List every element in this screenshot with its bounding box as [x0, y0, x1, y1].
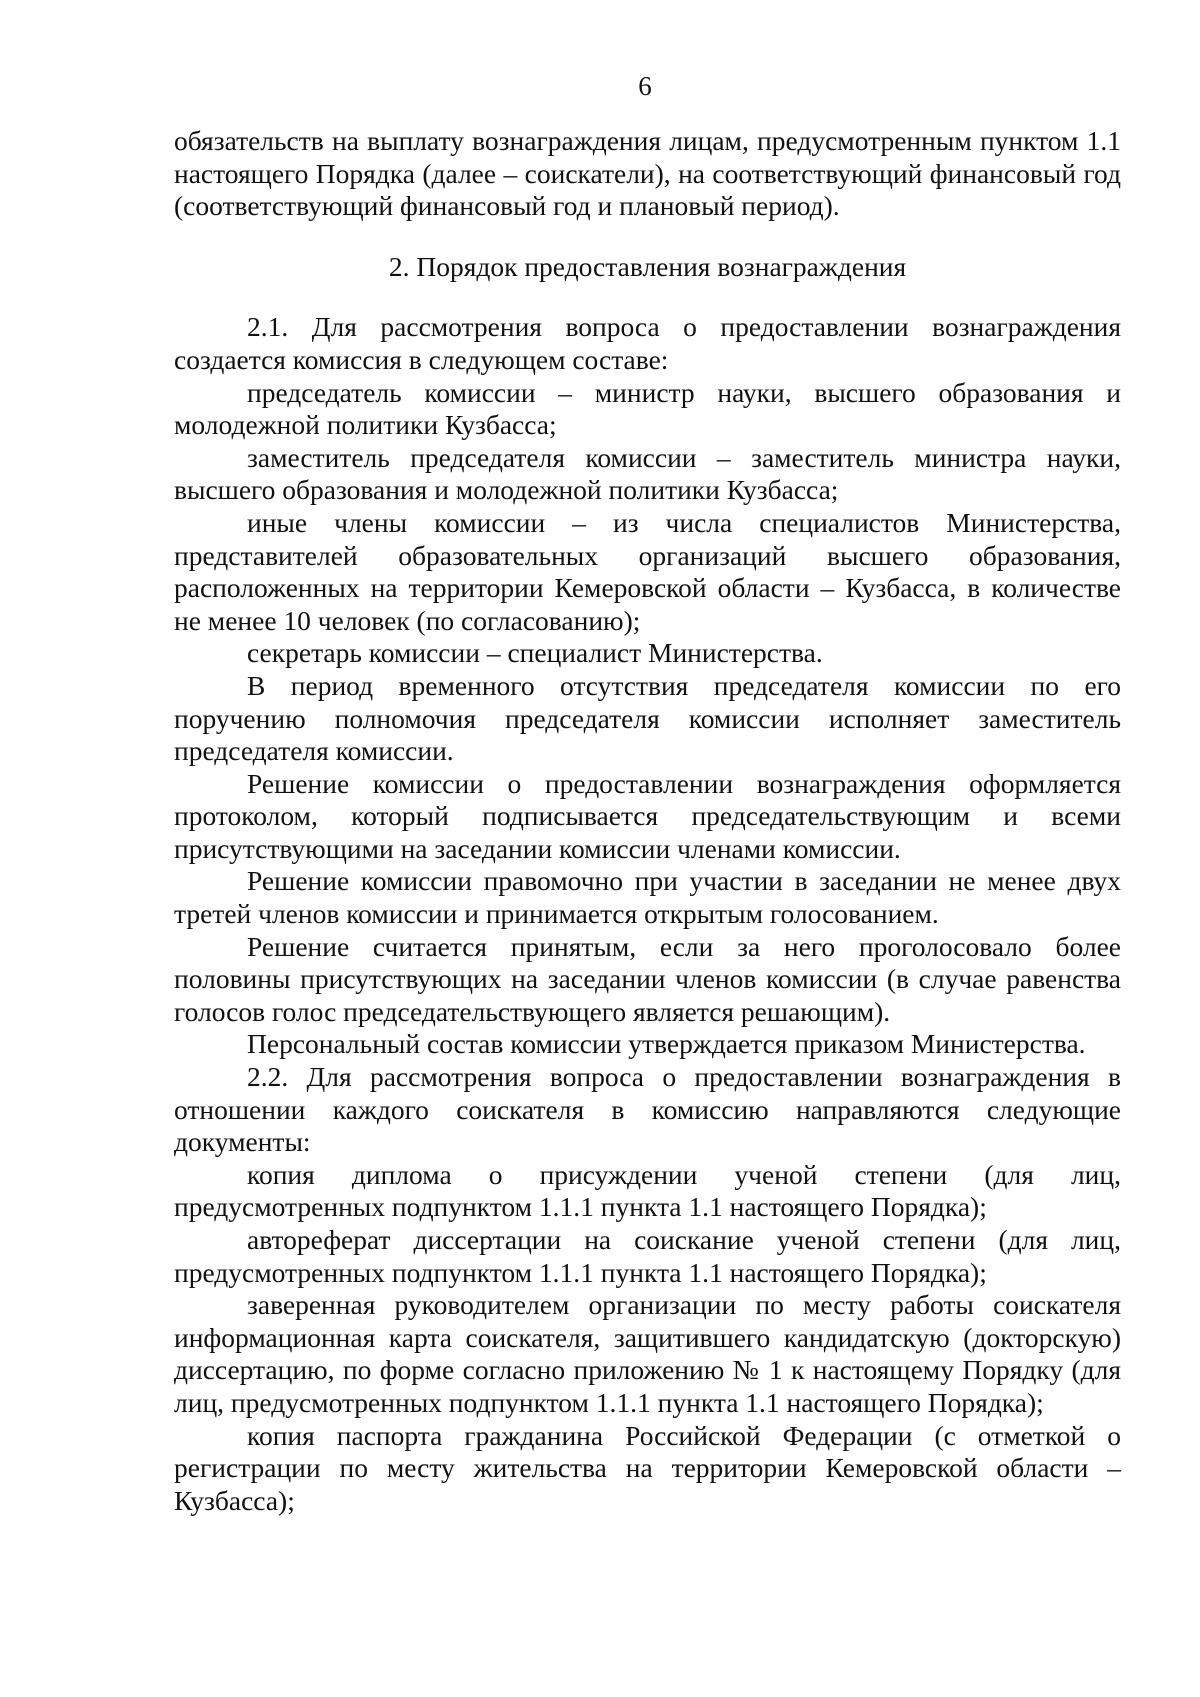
paragraph-personal-composition: Персональный состав комиссии утверждается приказом Министерства.	[247, 1028, 1086, 1060]
paragraph-decision-adopted: Решение считается принятым, если за него проголосовало более половины присутствующих на заседании членов комиссии (в случае равенства голосов голос председательствующего является решающим).	[174, 930, 1121, 1027]
paragraph-quorum: Решение комиссии правомочно при участии в заседании не менее двух третей членов комиссии и принимается открытым голосованием.	[174, 865, 1121, 930]
paragraph-other-members: иные члены комиссии – из числа специалистов Министерства, представителей образовательных организаций высшего образования, расположенных на территории Кемеровской области – Кузбасса, в количестве не менее 10 человек (по согласованию);	[174, 506, 1121, 636]
paragraph-decision-protocol: Решение комиссии о предоставлении вознаграждения оформляется протоколом, который подписывается председательствующим и всеми присутствующими на заседании комиссии членами комиссии.	[174, 767, 1121, 864]
paragraph-chairman: председатель комиссии – министр науки, высшего образования и молодежной политики Кузбасса;	[174, 376, 1121, 441]
section-heading: 2. Порядок предоставления вознаграждения	[388, 250, 907, 282]
paragraph-2-2: 2.2. Для рассмотрения вопроса о предоставлении вознаграждения в отношении каждого соискателя в комиссию направляются следующие документы:	[174, 1061, 1121, 1158]
document-body	[174, 125, 1121, 1517]
page-number: 6	[638, 71, 652, 101]
paragraph-2-1: 2.1. Для рассмотрения вопроса о предоставлении вознаграждения создается комиссия в следующем составе:	[174, 311, 1121, 375]
paragraph-diploma-copy: копия диплома о присуждении ученой степени (для лиц, предусмотренных подпунктом 1.1.1 пункта 1.1 настоящего Порядка);	[174, 1158, 1121, 1223]
paragraph-information-card: заверенная руководителем организации по месту работы соискателя информационная карта соискателя, защитившего кандидатскую (докторскую) диссертацию, по форме согласно приложению № 1 к настоящему Порядку (для лиц, предусмотренных подпунктом 1.1.1 пункта 1.1 настоящего Порядка);	[174, 1289, 1121, 1418]
paragraph-abstract: автореферат диссертации на соискание ученой степени (для лиц, предусмотренных подпунктом 1.1.1 пункта 1.1 настоящего Порядка);	[174, 1224, 1121, 1288]
paragraph-secretary: секретарь комиссии – специалист Министерства.	[247, 637, 823, 669]
intro-paragraph: обязательств на выплату вознаграждения лицам, предусмотренным пунктом 1.1 настоящего Порядка (далее – соискатели), на соответствующий финансовый год (соответствующий финансовый год и плановый период).	[174, 125, 1121, 222]
paragraph-passport-copy: копия паспорта гражданина Российской Федерации (с отметкой о регистрации по месту жительства на территории Кемеровской области – Кузбасса);	[174, 1419, 1121, 1516]
paragraph-deputy-chairman: заместитель председателя комиссии – заместитель министра науки, высшего образования и молодежной политики Кузбасса;	[174, 441, 1121, 506]
paragraph-temporary-absence: В период временного отсутствия председателя комиссии по его поручению полномочия председателя комиссии исполняет заместитель председателя комиссии.	[174, 669, 1121, 767]
